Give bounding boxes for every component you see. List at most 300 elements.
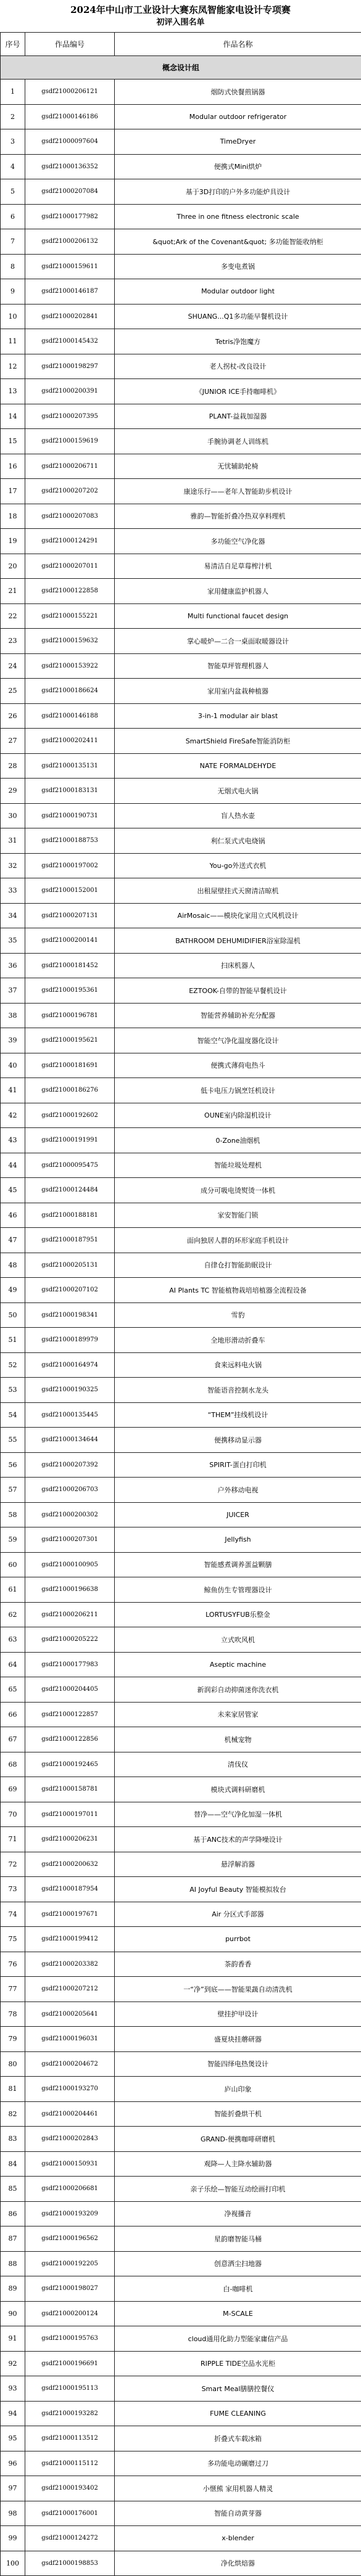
cell-name: PLANT-益栽加湿器 — [115, 404, 361, 429]
cell-name: 家用室内盆栽种植器 — [115, 679, 361, 704]
table-row — [1, 229, 361, 255]
table-row — [1, 2201, 361, 2226]
cell-name: Air 分区式手部器 — [115, 1902, 361, 1927]
table-row — [1, 2151, 361, 2177]
cell-name: 雪豹 — [115, 1302, 361, 1328]
table-row — [1, 1178, 361, 1203]
table-row — [1, 579, 361, 604]
cell-no: 10 — [1, 304, 25, 329]
cell-name: 无忧辅助轮椅 — [115, 454, 361, 479]
table-row — [1, 953, 361, 978]
table-row — [1, 304, 361, 329]
table-row — [1, 2426, 361, 2451]
cell-no: 58 — [1, 1502, 25, 1527]
cell-name: 创意洒尘扫地器 — [115, 2251, 361, 2276]
table-row — [1, 1128, 361, 1153]
cell-no: 49 — [1, 1278, 25, 1303]
cell-no: 86 — [1, 2201, 25, 2226]
cell-name: Multi functional faucet design — [115, 603, 361, 629]
cell-name: 智能四绎电热煲设计 — [115, 2051, 361, 2077]
cell-code: gsdf21000207392 — [25, 1452, 115, 1478]
cell-code: gsdf21000134644 — [25, 1428, 115, 1453]
table-row — [1, 554, 361, 579]
cell-name: SHUANG...Q1多功能早餐机设计 — [115, 304, 361, 329]
cell-code: gsdf21000177982 — [25, 204, 115, 229]
cell-code: gsdf21000164974 — [25, 1352, 115, 1378]
table-row — [1, 679, 361, 704]
cell-code: gsdf21000207102 — [25, 1278, 115, 1303]
cell-code: gsdf21000181691 — [25, 1053, 115, 1078]
cell-no: 23 — [1, 629, 25, 654]
cell-no: 91 — [1, 2326, 25, 2352]
cell-code: gsdf21000205131 — [25, 1253, 115, 1278]
cell-name: 无烟式电火锅 — [115, 779, 361, 804]
cell-name: 庐山印象 — [115, 2077, 361, 2102]
table-row — [1, 1902, 361, 1927]
cell-name: 新润彩自动抑菌迷你洗衣机 — [115, 1677, 361, 1703]
cell-name: 模块式调料研磨机 — [115, 1777, 361, 1802]
cell-name: 《JUNIOR ICE手持咖啡机》 — [115, 379, 361, 404]
cell-code: gsdf21000159619 — [25, 429, 115, 454]
cell-no: 32 — [1, 853, 25, 878]
cell-name: 低卡电压力锅烹饪机设计 — [115, 1078, 361, 1103]
cell-code: gsdf21000196638 — [25, 1577, 115, 1603]
table-row — [1, 2526, 361, 2551]
table-row — [1, 329, 361, 354]
cell-name: Modular outdoor light — [115, 279, 361, 305]
cell-code: gsdf21000189979 — [25, 1328, 115, 1353]
cell-name: 食来远料电火锅 — [115, 1352, 361, 1378]
cell-code: gsdf21000206711 — [25, 454, 115, 479]
table-row — [1, 1078, 361, 1103]
cell-no: 8 — [1, 254, 25, 279]
cell-name: 清伐仪 — [115, 1752, 361, 1777]
cell-name: NATE FORMALDEHYDE — [115, 753, 361, 779]
cell-name: &quot;Ark of the Covenant&quot; 多功能智能收纳柜 — [115, 229, 361, 255]
table-row — [1, 2002, 361, 2027]
cell-no: 31 — [1, 828, 25, 854]
cell-no: 77 — [1, 1977, 25, 2002]
cell-no: 22 — [1, 603, 25, 629]
cell-no: 61 — [1, 1577, 25, 1603]
cell-code: gsdf21000193209 — [25, 2201, 115, 2226]
cell-name: 自律仓打智能助眠设计 — [115, 1253, 361, 1278]
cell-name: BATHROOM DEHUMIDIFIER浴室除湿机 — [115, 928, 361, 954]
cell-code: gsdf21000124484 — [25, 1178, 115, 1203]
cell-code: gsdf21000159632 — [25, 629, 115, 654]
table-row — [1, 1402, 361, 1428]
cell-name: 一“净”到底——智能果蔬自动清洗机 — [115, 1977, 361, 2002]
table-row — [1, 354, 361, 379]
table-row — [1, 1278, 361, 1303]
cell-name: purrbot — [115, 1927, 361, 1952]
cell-no: 14 — [1, 404, 25, 429]
table-row — [1, 729, 361, 754]
cell-code: gsdf21000195621 — [25, 1028, 115, 1053]
table-row — [1, 1378, 361, 1403]
table-row — [1, 279, 361, 305]
cell-code: gsdf21000192602 — [25, 1103, 115, 1128]
cell-no: 64 — [1, 1652, 25, 1677]
cell-no: 4 — [1, 154, 25, 179]
cell-no: 82 — [1, 2101, 25, 2127]
cell-no: 75 — [1, 1927, 25, 1952]
table-row — [1, 1702, 361, 1727]
cell-code: gsdf21000197011 — [25, 1802, 115, 1827]
cell-code: gsdf21000206681 — [25, 2177, 115, 2202]
cell-name: 基于3D打印的户外多功能炉具设计 — [115, 179, 361, 205]
cell-code: gsdf21000204461 — [25, 2101, 115, 2127]
cell-no: 56 — [1, 1452, 25, 1478]
cell-no: 47 — [1, 1228, 25, 1253]
cell-no: 6 — [1, 204, 25, 229]
cell-code: gsdf21000202411 — [25, 729, 115, 754]
cell-no: 74 — [1, 1902, 25, 1927]
cell-code: gsdf21000196781 — [25, 1003, 115, 1028]
cell-no: 62 — [1, 1602, 25, 1627]
cell-code: gsdf21000200302 — [25, 1502, 115, 1527]
cell-name: 白-咖啡机 — [115, 2276, 361, 2302]
cell-code: gsdf21000199412 — [25, 1927, 115, 1952]
cell-code: gsdf21000159611 — [25, 254, 115, 279]
cell-name: 盲人热水壶 — [115, 803, 361, 828]
cell-name: 易清洁自足草莓榨汁机 — [115, 554, 361, 579]
cell-no: 68 — [1, 1752, 25, 1777]
cell-code: gsdf21000207301 — [25, 1527, 115, 1553]
cell-no: 41 — [1, 1078, 25, 1103]
table-row — [1, 1727, 361, 1752]
cell-code: gsdf21000202841 — [25, 304, 115, 329]
cell-no: 38 — [1, 1003, 25, 1028]
table-row — [1, 2226, 361, 2252]
table-row — [1, 629, 361, 654]
cell-no: 71 — [1, 1827, 25, 1852]
cell-no: 93 — [1, 2376, 25, 2402]
table-row — [1, 1502, 361, 1527]
cell-code: gsdf21000206231 — [25, 1827, 115, 1852]
table-row — [1, 2251, 361, 2276]
cell-name: “THEM”挂线机设计 — [115, 1402, 361, 1428]
table-row — [1, 2301, 361, 2326]
table-row — [1, 2101, 361, 2127]
cell-name: 出租屋壁挂式天窗清洁晾机 — [115, 878, 361, 904]
cell-no: 60 — [1, 1552, 25, 1577]
cell-name: AI Joyful Beauty 智能模拟妆台 — [115, 1877, 361, 1902]
cell-code: gsdf21000188181 — [25, 1203, 115, 1228]
table-row — [1, 1153, 361, 1178]
cell-name: 家用健康监护机器人 — [115, 579, 361, 604]
table-row — [1, 104, 361, 129]
cell-name: 便携式Mini烘炉 — [115, 154, 361, 179]
cell-no: 65 — [1, 1677, 25, 1703]
cell-no: 95 — [1, 2426, 25, 2451]
cell-name: AirMosaic——模块化家用立式风机设计 — [115, 903, 361, 928]
cell-name: 智能垃圾处理机 — [115, 1153, 361, 1178]
table-row — [1, 1003, 361, 1028]
cell-no: 83 — [1, 2127, 25, 2152]
cell-code: gsdf21000155221 — [25, 603, 115, 629]
table-row — [1, 429, 361, 454]
cell-name: OUNE室内除湿机设计 — [115, 1103, 361, 1128]
table-header-row — [1, 33, 361, 56]
table-row — [1, 1677, 361, 1703]
cell-name: 立式吹风机 — [115, 1627, 361, 1653]
cell-code: gsdf21000186276 — [25, 1078, 115, 1103]
cell-no: 29 — [1, 779, 25, 804]
cell-code: gsdf21000122858 — [25, 579, 115, 604]
cell-code: gsdf21000200632 — [25, 1852, 115, 1877]
cell-no: 33 — [1, 878, 25, 904]
cell-no: 99 — [1, 2526, 25, 2551]
cell-no: 72 — [1, 1852, 25, 1877]
cell-code: gsdf21000197671 — [25, 1902, 115, 1927]
cell-no: 76 — [1, 1952, 25, 1977]
cell-no: 80 — [1, 2051, 25, 2077]
cell-no: 63 — [1, 1627, 25, 1653]
table-row — [1, 529, 361, 554]
cell-no: 44 — [1, 1153, 25, 1178]
table-row — [1, 2051, 361, 2077]
cell-no: 30 — [1, 803, 25, 828]
cell-code: gsdf21000200124 — [25, 2301, 115, 2326]
cell-name: 小惬熊 家用机器人精灵 — [115, 2476, 361, 2501]
table-row — [1, 803, 361, 828]
cell-no: 5 — [1, 179, 25, 205]
table-row — [1, 2451, 361, 2476]
cell-code: gsdf21000206132 — [25, 229, 115, 255]
cell-no: 87 — [1, 2226, 25, 2252]
table-row — [1, 1028, 361, 1053]
cell-code: gsdf21000146186 — [25, 104, 115, 129]
table-row — [1, 1552, 361, 1577]
cell-name: 替净——空气净化加湿一体机 — [115, 1802, 361, 1827]
cell-name: AI Plants TC 智能植物栽培培植器全流程设备 — [115, 1278, 361, 1303]
cell-code: gsdf21000146188 — [25, 703, 115, 729]
cell-name: 手腕协调老人训练机 — [115, 429, 361, 454]
cell-code: gsdf21000183131 — [25, 779, 115, 804]
cell-no: 90 — [1, 2301, 25, 2326]
table-row — [1, 2027, 361, 2052]
table-row — [1, 1777, 361, 1802]
cell-code: gsdf21000122856 — [25, 1727, 115, 1752]
table-row — [1, 2376, 361, 2402]
table-row — [1, 129, 361, 155]
column-header-name: 作品名称 — [115, 33, 361, 56]
cell-no: 40 — [1, 1053, 25, 1078]
page-subtitle: 初评入围名单 — [156, 17, 204, 29]
cell-code: gsdf21000188753 — [25, 828, 115, 854]
cell-code: gsdf21000153922 — [25, 653, 115, 679]
cell-no: 70 — [1, 1802, 25, 1827]
cell-no: 78 — [1, 2002, 25, 2027]
cell-code: gsdf21000192205 — [25, 2251, 115, 2276]
table-row — [1, 1627, 361, 1653]
cell-code: gsdf21000195361 — [25, 978, 115, 1004]
cell-name: EZTOOK-自带的智能早餐机设计 — [115, 978, 361, 1004]
cell-no: 92 — [1, 2351, 25, 2376]
table-row — [1, 2127, 361, 2152]
cell-name: 亲子乐绘—智能互动绘画打印机 — [115, 2177, 361, 2202]
table-row — [1, 753, 361, 779]
table-row — [1, 878, 361, 904]
cell-no: 2 — [1, 104, 25, 129]
cell-name: x-blender — [115, 2526, 361, 2551]
table-row — [1, 603, 361, 629]
cell-code: gsdf21000207212 — [25, 1977, 115, 2002]
table-row — [1, 2276, 361, 2302]
table-row — [1, 154, 361, 179]
cell-code: gsdf21000204405 — [25, 1677, 115, 1703]
cell-no: 98 — [1, 2501, 25, 2526]
table-row — [1, 80, 361, 105]
cell-code: gsdf21000206211 — [25, 1602, 115, 1627]
cell-name: 净视播音 — [115, 2201, 361, 2226]
cell-name: RIPPLE TIDE空品水光柜 — [115, 2351, 361, 2376]
cell-name: 鲸鱼仿生专管理器设计 — [115, 1577, 361, 1603]
cell-no: 79 — [1, 2027, 25, 2052]
cell-code: gsdf21000206703 — [25, 1478, 115, 1503]
cell-name: 多功能空气净化器 — [115, 529, 361, 554]
table-row — [1, 1228, 361, 1253]
cell-code: gsdf21000196691 — [25, 2351, 115, 2376]
cell-name: 成分可吸电烫熨烫一体机 — [115, 1178, 361, 1203]
cell-no: 57 — [1, 1478, 25, 1503]
cell-name: Modular outdoor refrigerator — [115, 104, 361, 129]
cell-no: 96 — [1, 2451, 25, 2476]
table-row — [1, 1652, 361, 1677]
cell-code: gsdf21000193270 — [25, 2077, 115, 2102]
cell-name: 星韵磨智能马桶 — [115, 2226, 361, 2252]
table-row — [1, 2326, 361, 2352]
cell-name: SmartShield FireSafe智能消防柜 — [115, 729, 361, 754]
cell-code: gsdf21000203382 — [25, 1952, 115, 1977]
cell-code: gsdf21000196562 — [25, 2226, 115, 2252]
cell-no: 37 — [1, 978, 25, 1004]
table-row — [1, 903, 361, 928]
table-row — [1, 1827, 361, 1852]
cell-no: 54 — [1, 1402, 25, 1428]
cell-code: gsdf21000195763 — [25, 2326, 115, 2352]
cell-no: 3 — [1, 129, 25, 155]
table-row — [1, 703, 361, 729]
cell-name: 机械宠物 — [115, 1727, 361, 1752]
cell-name: 智能草坪管理机器人 — [115, 653, 361, 679]
table-row — [1, 1053, 361, 1078]
cell-no: 88 — [1, 2251, 25, 2276]
cell-code: gsdf21000150931 — [25, 2151, 115, 2177]
cell-code: gsdf21000207083 — [25, 504, 115, 529]
cell-code: gsdf21000145432 — [25, 329, 115, 354]
cell-no: 66 — [1, 1702, 25, 1727]
cell-name: 基于ANC技术的声学降噪设计 — [115, 1827, 361, 1852]
cell-name: 面向独居人群的环形家庭手机设计 — [115, 1228, 361, 1253]
cell-no: 50 — [1, 1302, 25, 1328]
cell-no: 21 — [1, 579, 25, 604]
table-row — [1, 504, 361, 529]
cell-code: gsdf21000177983 — [25, 1652, 115, 1677]
cell-code: gsdf21000193402 — [25, 2476, 115, 2501]
table-row — [1, 1302, 361, 1328]
cell-name: 户外移动电视 — [115, 1478, 361, 1503]
cell-code: gsdf21000187954 — [25, 1877, 115, 1902]
cell-name: 康途乐行——老年人智能助步机设计 — [115, 479, 361, 504]
cell-no: 53 — [1, 1378, 25, 1403]
cell-no: 28 — [1, 753, 25, 779]
cell-no: 35 — [1, 928, 25, 954]
cell-no: 97 — [1, 2476, 25, 2501]
table-row — [1, 454, 361, 479]
cell-name: 雅韵—智能折叠冷热双享料理机 — [115, 504, 361, 529]
cell-code: gsdf21000191991 — [25, 1128, 115, 1153]
table-row — [1, 1103, 361, 1128]
table-row — [1, 2177, 361, 2202]
table-row — [1, 404, 361, 429]
cell-name: M-SCALE — [115, 2301, 361, 2326]
cell-name: 折叠式车载冰箱 — [115, 2426, 361, 2451]
cell-name: 未来家居管家 — [115, 1702, 361, 1727]
cell-code: gsdf21000207131 — [25, 903, 115, 928]
cell-name: Smart Meal膳膳控餐仪 — [115, 2376, 361, 2402]
cell-code: gsdf21000198341 — [25, 1302, 115, 1328]
cell-name: 净化烘焙器 — [115, 2551, 361, 2576]
cell-name: LORTUSYFUB乐整金 — [115, 1602, 361, 1627]
cell-no: 81 — [1, 2077, 25, 2102]
cell-code: gsdf21000205222 — [25, 1627, 115, 1653]
cell-code: gsdf21000097604 — [25, 129, 115, 155]
cell-no: 94 — [1, 2401, 25, 2426]
cell-no: 11 — [1, 329, 25, 354]
cell-name: Tetris净饱魔方 — [115, 329, 361, 354]
cell-no: 89 — [1, 2276, 25, 2302]
cell-code: gsdf21000195113 — [25, 2376, 115, 2402]
cell-code: gsdf21000158781 — [25, 1777, 115, 1802]
table-row — [1, 2401, 361, 2426]
cell-code: gsdf21000207011 — [25, 554, 115, 579]
table-row — [1, 1253, 361, 1278]
cell-name: You-go外送式衣机 — [115, 853, 361, 878]
column-header-no: 序号 — [1, 33, 25, 56]
cell-no: 25 — [1, 679, 25, 704]
cell-no: 48 — [1, 1253, 25, 1278]
cell-code: gsdf21000197002 — [25, 853, 115, 878]
cell-no: 59 — [1, 1527, 25, 1553]
cell-name: 便携移动显示器 — [115, 1428, 361, 1453]
cell-code: gsdf21000192465 — [25, 1752, 115, 1777]
table-row — [1, 1452, 361, 1478]
cell-code: gsdf21000206121 — [25, 80, 115, 105]
cell-no: 9 — [1, 279, 25, 305]
cell-no: 69 — [1, 1777, 25, 1802]
table-row — [1, 653, 361, 679]
table-row — [1, 1328, 361, 1353]
cell-code: gsdf21000176001 — [25, 2501, 115, 2526]
cell-name: 0-Zone油烟机 — [115, 1128, 361, 1153]
cell-code: gsdf21000124291 — [25, 529, 115, 554]
cell-code: gsdf21000095475 — [25, 1153, 115, 1178]
results-table — [0, 32, 361, 2576]
cell-code: gsdf21000190731 — [25, 803, 115, 828]
cell-code: gsdf21000202843 — [25, 2127, 115, 2152]
cell-code: gsdf21000205641 — [25, 2002, 115, 2027]
page-title: 2024年中山市工业设计大赛东凤智能家电设计专项赛 — [70, 3, 291, 17]
table-row — [1, 2077, 361, 2102]
cell-no: 46 — [1, 1203, 25, 1228]
cell-code: gsdf21000124272 — [25, 2526, 115, 2551]
table-row — [1, 1852, 361, 1877]
table-row — [1, 978, 361, 1004]
table-row — [1, 1428, 361, 1453]
cell-name: 多变电煮锅 — [115, 254, 361, 279]
